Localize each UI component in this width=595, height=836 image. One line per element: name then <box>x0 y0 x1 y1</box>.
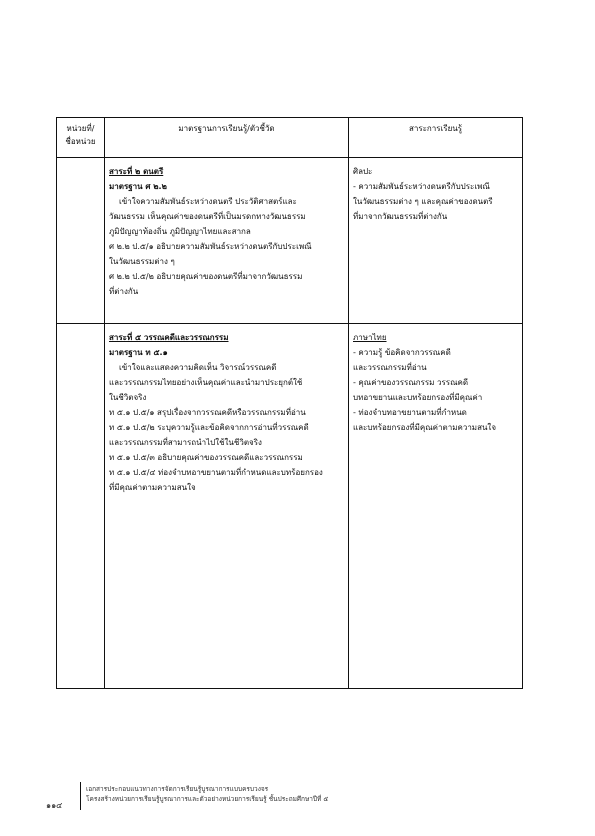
header-standard: มาตรฐานการเรียนรู้/ตัวชี้วัด <box>105 118 349 158</box>
strand-title: สาระที่ ๒ ดนตรี <box>109 167 164 176</box>
footer-divider <box>80 782 81 810</box>
standard-text: ในชีวิตจริง <box>109 393 147 402</box>
indicator-text: ศ ๒.๒ ป.๕/๒ อธิบายคุณค่าของดนตรีที่มาจากวัฒนธรรม <box>109 272 303 281</box>
footer-caption <box>86 784 328 804</box>
indicator-text: ที่ต่างกัน <box>109 287 139 296</box>
standard-text: และวรรณกรรมไทยอย่างเห็นคุณค่าและนำมาประยุกต์ใช้ <box>109 378 303 387</box>
indicator-text: ท ๕.๑ ป.๕/๓ อธิบายคุณค่าของวรรณคดีและวรรณกรรม <box>109 453 303 462</box>
unit-cell <box>57 324 105 689</box>
footer-line: โครงสร้างหน่วยการเรียนรู้บูรณาการและตัวอย่างหน่วยการเรียนรู้ ชั้นประถมศึกษาปีที่ ๕ <box>86 795 329 803</box>
table-header-row <box>57 118 523 158</box>
content-text: - คุณค่าของวรรณกรรม วรรณคดี <box>353 378 469 387</box>
standard-code: มาตรฐาน ท ๕.๑ <box>109 348 168 357</box>
indicator-text: ท ๕.๑ ป.๕/๔ ท่องจำบทอาขยานตามที่กำหนดและบทร้อยกรอง <box>109 468 323 477</box>
table-row <box>57 158 523 324</box>
indicator-text: และวรรณกรรมที่สามารถนำไปใช้ในชีวิตจริง <box>109 438 262 447</box>
footer-line: เอกสารประกอบแนวทางการจัดการเรียนรู้บูรณาการแบบครบวงจร <box>86 785 269 793</box>
content-cell <box>349 324 523 689</box>
content-text: และวรรณกรรมที่อ่าน <box>353 363 427 372</box>
standard-cell <box>105 324 349 689</box>
standard-cell <box>105 158 349 324</box>
content-text: บทอาขยานและบทร้อยกรองที่มีคุณค่า <box>353 393 483 402</box>
table-row <box>57 324 523 689</box>
indicator-text: ท ๕.๑ ป.๕/๑ สรุปเรื่องจากวรรณคดีหรือวรรณกรรมที่อ่าน <box>109 408 306 417</box>
indicator-text: ท ๕.๑ ป.๕/๒ ระบุความรู้และข้อคิดจากการอ่านที่วรรณคดี <box>109 423 309 432</box>
header-unit: หน่วยที่/ ชื่อหน่วย <box>57 118 105 158</box>
indicator-text: ในวัฒนธรรมต่าง ๆ <box>109 257 175 266</box>
content-text: - ความสัมพันธ์ระหว่างดนตรีกับประเพณี <box>353 182 490 191</box>
standard-text: ภูมิปัญญาท้องถิ่น ภูมิปัญญาไทยและสากล <box>109 227 251 236</box>
page-number: ๑๑๔ <box>46 801 63 810</box>
indicator-text: ที่มีคุณค่าตามความสนใจ <box>109 483 196 492</box>
strand-title: สาระที่ ๕ วรรณคดีและวรรณกรรม <box>109 333 229 342</box>
content-text: - ท่องจำบทอาขยานตามที่กำหนด <box>353 408 467 417</box>
subject-label: ภาษาไทย <box>353 333 387 342</box>
unit-cell <box>57 158 105 324</box>
subject-label: ศิลปะ <box>353 167 373 176</box>
content-text: - ความรู้ ข้อคิดจากวรรณคดี <box>353 348 451 357</box>
curriculum-table <box>56 117 523 689</box>
content-text: ที่มาจากวัฒนธรรมที่ต่างกัน <box>353 212 448 221</box>
standard-text: วัฒนธรรม เห็นคุณค่าของดนตรีที่เป็นมรดกทางวัฒนธรรม <box>109 212 306 221</box>
standard-text: เข้าใจและแสดงความคิดเห็น วิจารณ์วรรณคดี <box>119 363 277 372</box>
standard-code: มาตรฐาน ศ ๒.๒ <box>109 182 167 191</box>
header-content: สาระการเรียนรู้ <box>349 118 523 158</box>
content-text: ในวัฒนธรรมต่าง ๆ และคุณค่าของดนตรี <box>353 197 493 206</box>
content-text: และบทร้อยกรองที่มีคุณค่าตามความสนใจ <box>353 423 497 432</box>
standard-text: เข้าใจความสัมพันธ์ระหว่างดนตรี ประวัติศาสตร์และ <box>119 197 297 206</box>
content-cell <box>349 158 523 324</box>
indicator-text: ศ ๒.๒ ป.๕/๑ อธิบายความสัมพันธ์ระหว่างดนตรีกับประเพณี <box>109 242 312 251</box>
